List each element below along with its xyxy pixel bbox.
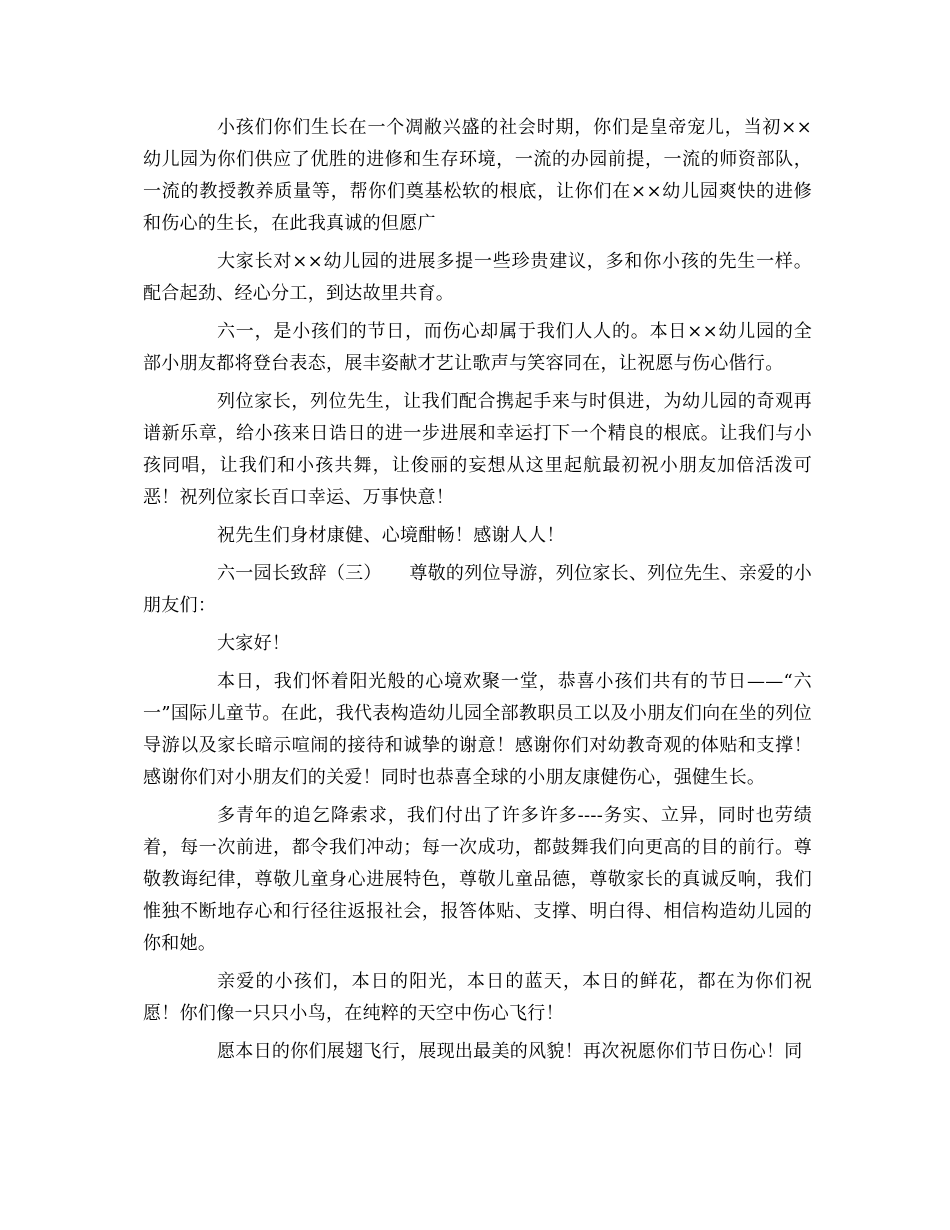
- paragraph: 六一，是小孩们的节日，而伤心却属于我们人人的。本日××幼儿园的全部小朋友都将登台表态，展丰姿献才艺让歌声与笑容同在，让祝愿与伤心偕行。: [143, 321, 812, 374]
- paragraph: 小孩们你们生长在一个凋敝兴盛的社会时期，你们是皇帝宠儿，当初××幼儿园为你们供应了优胜的进修和生存环境，一流的办园前提，一流的师资部队，一流的教授教养质量等，帮你们奠基松软的根底，让你们在××幼儿园爽快的进修和伤心的生长，在此我真诚的但愿广: [143, 117, 812, 234]
- paragraph: 大家好！: [217, 633, 291, 654]
- paragraph: 多青年的追乞降索求，我们付出了许多许多----务实、立异，同时也劳绩着，每一次前进，都令我们冲动；每一次成功，都鼓舞我们向更高的目的前行。尊敬教诲纪律，尊敬儿童身心进展特色，尊敬儿童品德，尊敬家长的真诚反响，我们惟独不断地存心和行径往返报社会，报答体贴、支撑、明白得、相信构造幼儿园的你和她。: [143, 805, 812, 954]
- paragraph: 大家长对××幼儿园的进展多提一些珍贵建议，多和你小孩的先生一样。配合起劲、经心分工，到达故里共育。: [143, 251, 812, 304]
- paragraph: 亲爱的小孩们，本日的阳光，本日的蓝天，本日的鲜花，都在为你们祝愿！你们像一只只小鸟，在纯粹的天空中伤心飞行！: [143, 971, 812, 1024]
- paragraph: 愿本日的你们展翅飞行，展现出最美的风貌！再次祝愿你们节日伤心！同: [217, 1041, 803, 1062]
- document-body: [143, 112, 812, 1074]
- paragraph: 六一园长致辞（三） 尊敬的列位导游，列位家长、列位先生、亲爱的小朋友们：: [143, 563, 812, 616]
- paragraph: 祝先生们身材康健、心境酣畅！感谢人人！: [217, 525, 565, 546]
- paragraph: 列位家长，列位先生，让我们配合携起手来与时俱进，为幼儿园的奇观再谱新乐章，给小孩来日诰日的进一步进展和幸运打下一个精良的根底。让我们与小孩同唱，让我们和小孩共舞，让俊丽的妄想从这里起航最初祝小朋友加倍活泼可恶！祝列位家长百口幸运、万事快意！: [143, 391, 812, 508]
- paragraph: 本日，我们怀着阳光般的心境欢聚一堂，恭喜小孩们共有的节日——“六一”国际儿童节。在此，我代表构造幼儿园全部教职员工以及小朋友们向在坐的列位导游以及家长暗示喧闹的接待和诚挚的谢意！感谢你们对幼教奇观的体贴和支撑！感谢你们对小朋友们的关爱！同时也恭喜全球的小朋友康健伤心，强健生长。: [143, 671, 812, 788]
